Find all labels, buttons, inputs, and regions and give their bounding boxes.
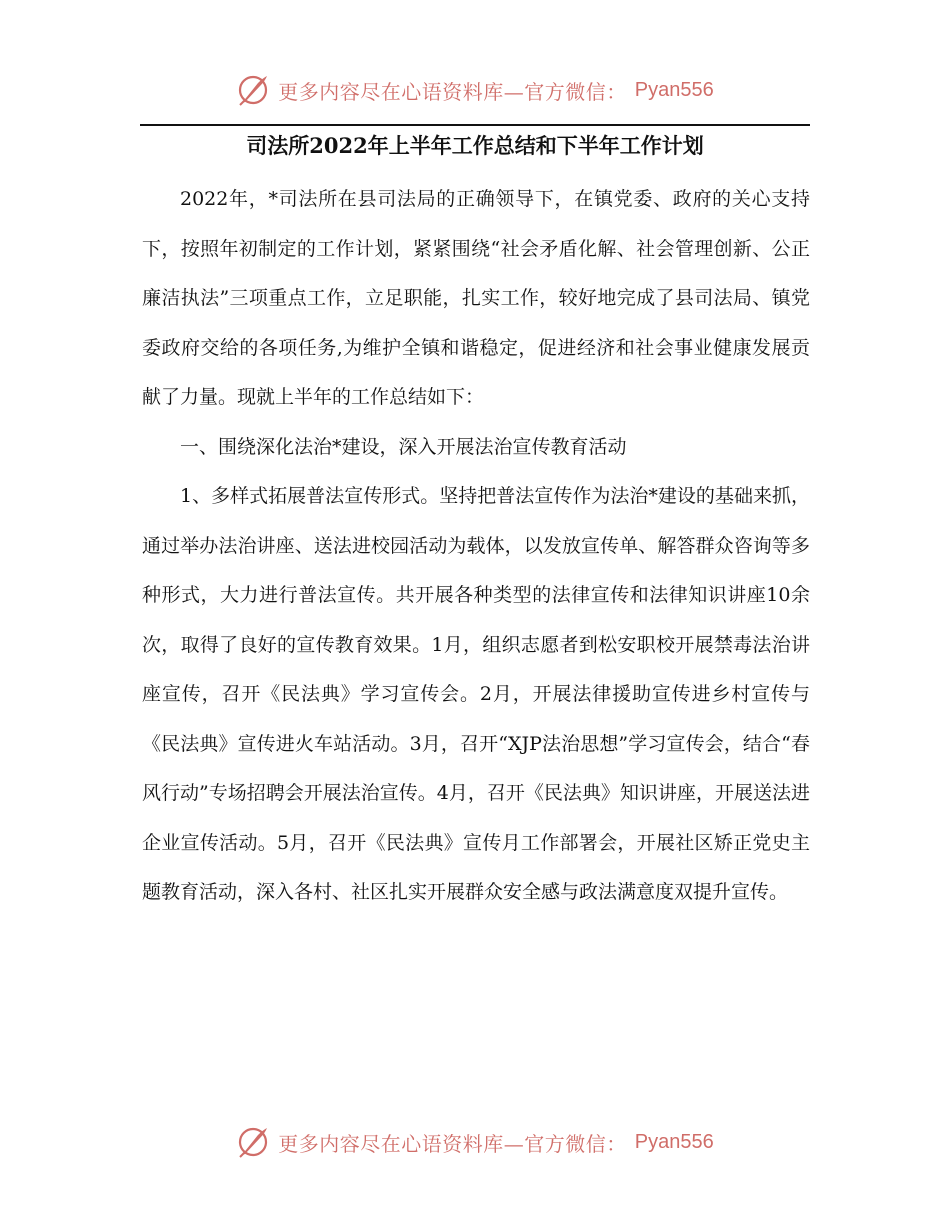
- watermark-text: 更多内容尽在心语资料库—官方微信：: [278, 79, 627, 104]
- header-divider: [140, 124, 810, 126]
- document-body: [142, 175, 810, 918]
- footer-watermark: [0, 1122, 950, 1162]
- header-watermark: [0, 70, 950, 110]
- quill-pen-logo-icon: [236, 1125, 270, 1159]
- intro-paragraph: 2022年，*司法所在县司法局的正确领导下，在镇党委、政府的关心支持下，按照年初制定的工作计划，紧紧围绕“社会矛盾化解、社会管理创新、公正廉洁执法”三项重点工作，立足职能，扎实工作，较好地完成了县司法局、镇党委政府交给的各项任务,为维护全镇和谐稳定，促进经济和社会事业健康发展贡献了力量。现就上半年的工作总结如下：: [142, 188, 810, 408]
- body-paragraph: 1、多样式拓展普法宣传形式。坚持把普法宣传作为法治*建设的基础来抓，通过举办法治讲座、送法进校园活动为载体，以发放宣传单、解答群众咨询等多种形式，大力进行普法宣传。共开展各种类型的法律宣传和法律知识讲座10余次，取得了良好的宣传教育效果。1月，组织志愿者到松安职校开展禁毒法治讲座宣传，召开《民法典》学习宣传会。2月，开展法律援助宣传进乡村宣传与《民法典》宣传进火车站活动。3月，召开“XJP法治思想”学习宣传会，结合“春风行动”专场招聘会开展法治宣传。4月，召开《民法典》知识讲座，开展送法进企业宣传活动。5月，召开《民法典》宣传月工作部署会，开展社区矫正党史主题教育活动，深入各村、社区扎实开展群众安全感与政法满意度双提升宣传。: [142, 485, 810, 903]
- document-title: 司法所2022年上半年工作总结和下半年工作计划: [246, 133, 704, 158]
- watermark-text: 更多内容尽在心语资料库—官方微信：: [278, 1131, 627, 1156]
- quill-pen-logo-icon: [236, 73, 270, 107]
- watermark-wechat-id: Pyan556: [634, 78, 714, 101]
- watermark-wechat-id: Pyan556: [634, 1130, 714, 1153]
- section-heading: 一、围绕深化法治*建设，深入开展法治宣传教育活动: [180, 435, 627, 458]
